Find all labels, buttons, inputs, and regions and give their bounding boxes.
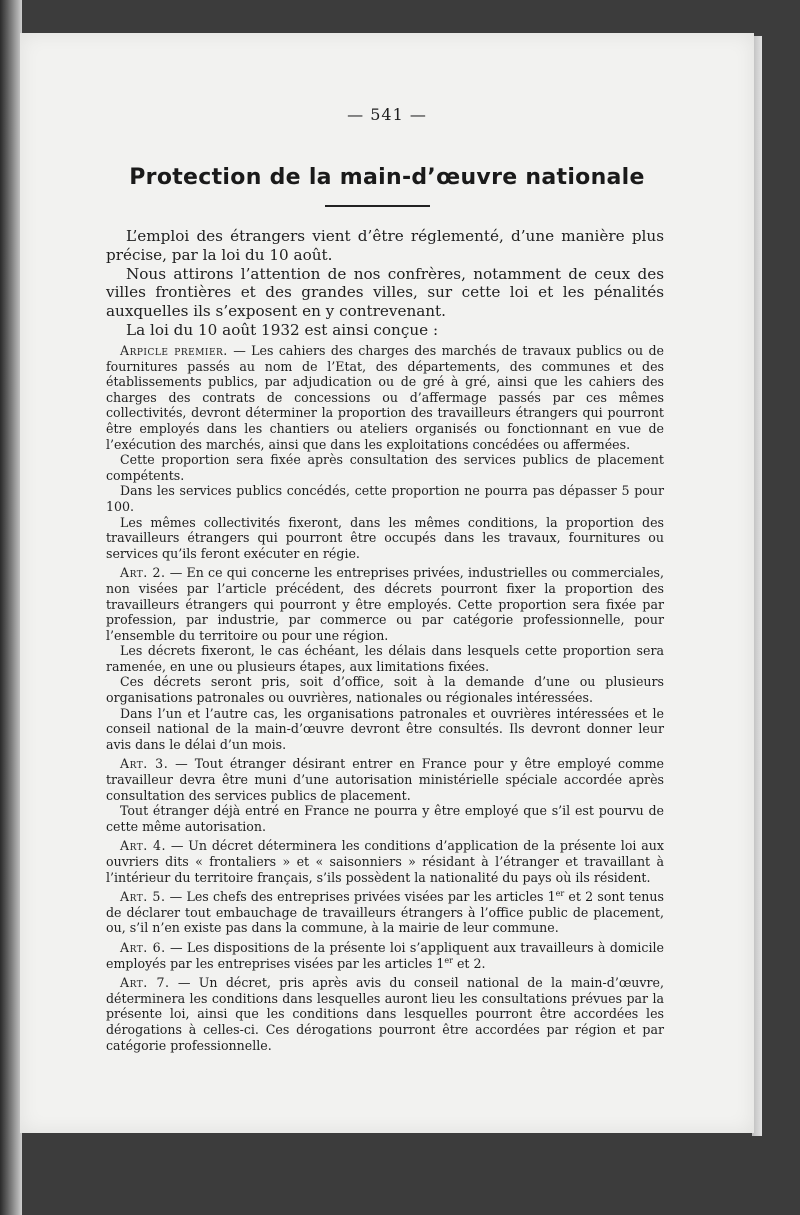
article-1 <box>106 343 664 452</box>
article-text: — Un décret, pris après avis du conseil national de la main-d’œuvre, déterminera les conditions dans lesquelles auront lieu les consultations prévues par la présente loi, ainsi que les conditions dans lesquelles pourront être accordées les dérogations à celles-ci. Ces dérogations pourront être accordées par région et par catégorie professionnelle. <box>106 975 664 1053</box>
article-label: Art. 2. <box>120 565 166 581</box>
article-paragraph: Dans l’un et l’autre cas, les organisations patronales et ouvrières intéressées et le conseil national de la main-d’œuvre devront être consultés. Ils devront donner leur avis dans le délai d’un mois. <box>106 705 664 752</box>
ordinal-superscript: er <box>444 955 453 965</box>
article-label: Arpicle premier. <box>120 343 228 358</box>
title-divider <box>325 205 430 207</box>
article-5 <box>106 889 664 936</box>
article-7 <box>106 975 664 1053</box>
article-label: Art. 4. <box>120 838 167 854</box>
article-paragraph: Cette proportion sera fixée après consultation des services publics de placement compétents. <box>106 452 664 483</box>
intro-paragraph: Nous attirons l’attention de nos confrères, notamment de ceux des villes frontières et des grandes villes, sur cette loi et les pénalités auxquelles ils s’exposent en y contrevenant. <box>106 264 664 321</box>
intro-section <box>106 227 664 340</box>
article-text: — Tout étranger désirant entrer en France pour y être employé comme travailleur devra être muni d’une autorisation ministérielle spéciale accordée après consultation des services publics de placement. <box>106 756 664 803</box>
article-paragraph: Tout étranger déjà entré en France ne pourra y être employé que s’il est pourvu de cette même autorisation. <box>106 803 664 834</box>
article-4 <box>106 838 664 885</box>
article-text: — Les dispositions de la présente loi s’appliquent aux travailleurs à domicile employés par les entreprises visées par les articles 1 <box>106 939 664 971</box>
article-paragraph: Les décrets fixeront, le cas échéant, les délais dans lesquels cette proportion sera ramenée, en une ou plusieurs étapes, aux limitations fixées. <box>106 643 664 674</box>
intro-paragraph: L’emploi des étrangers vient d’être réglementé, d’une manière plus précise, par la loi du 10 août. <box>106 227 664 264</box>
article-paragraph: Les mêmes collectivités fixeront, dans les mêmes conditions, la proportion des travailleurs étrangers qui pourront être occupés dans les travaux, fournitures ou services qu’ils feront exécuter en régie. <box>106 514 664 561</box>
article-2 <box>106 565 664 643</box>
article-text: — Les cahiers des charges des marchés de travaux publics ou de fournitures passés au nom de l’Etat, des départements, des communes et des établissements publics, par adjudication ou de gré à gré, ainsi que les cahiers des charges des contrats de concessions ou d’affermage passés par ces mêmes collectivités, devront déterminer la proportion des travailleurs étrangers qui pourront être employés dans les chantiers ou ateliers organisés ou fonctionnant en vue de l’exécution des marchés, ainsi que dans les exploitations concédées ou affermées. <box>106 343 664 452</box>
article-text: et 2. <box>452 955 486 971</box>
ordinal-superscript: er <box>555 889 565 898</box>
back-sheet-edge <box>0 0 22 1215</box>
article-label: Art. 5. <box>120 889 166 905</box>
intro-paragraph: La loi du 10 août 1932 est ainsi conçue : <box>126 320 439 339</box>
article-label: Art. 3. <box>120 756 169 772</box>
article-6 <box>106 940 664 971</box>
article-label: Art. 6. <box>120 939 166 955</box>
article-text: — En ce qui concerne les entreprises privées, industrielles ou commerciales, non visées par l’article précédent, des décrets pourront fixer la proportion des travailleurs étrangers qui pourront y être employés. Cette proportion sera fixée par profession, par industrie, par commerce ou par catégorie professionnelle, pour l’ensemble du territoire ou pour une région. <box>106 565 664 643</box>
article-text: — Les chefs des entreprises privées visées par les articles 1 <box>165 889 556 905</box>
document-page <box>20 33 754 1133</box>
article-text: et 2 sont tenus de déclarer tout embauchage de travailleurs étrangers à l’office public de placement, ou, s’il n’en existe pas dans la commune, à la mairie de leur commune. <box>106 889 664 936</box>
article-paragraph: Ces décrets seront pris, soit d’office, soit à la demande d’une ou plusieurs organisations patronales ou ouvrières, nationales ou régionales intéressées. <box>106 674 664 706</box>
article-3 <box>106 756 664 803</box>
page-title: Protection de la main-d’œuvre nationale <box>129 165 645 190</box>
article-label: Art. 7. <box>120 975 170 991</box>
page-number: — 541 — <box>347 105 427 124</box>
law-articles <box>106 343 664 1053</box>
article-paragraph: Dans les services publics concédés, cette proportion ne pourra pas dépasser 5 pour 100. <box>106 483 664 514</box>
article-text: — Un décret déterminera les conditions d’application de la présente loi aux ouvriers dits « frontaliers » et « saisonniers » résidant à l’étranger et travaillant à l’intérieur du territoire français, s’ils possèdent la nationalité du pays où ils résident. <box>106 838 664 885</box>
